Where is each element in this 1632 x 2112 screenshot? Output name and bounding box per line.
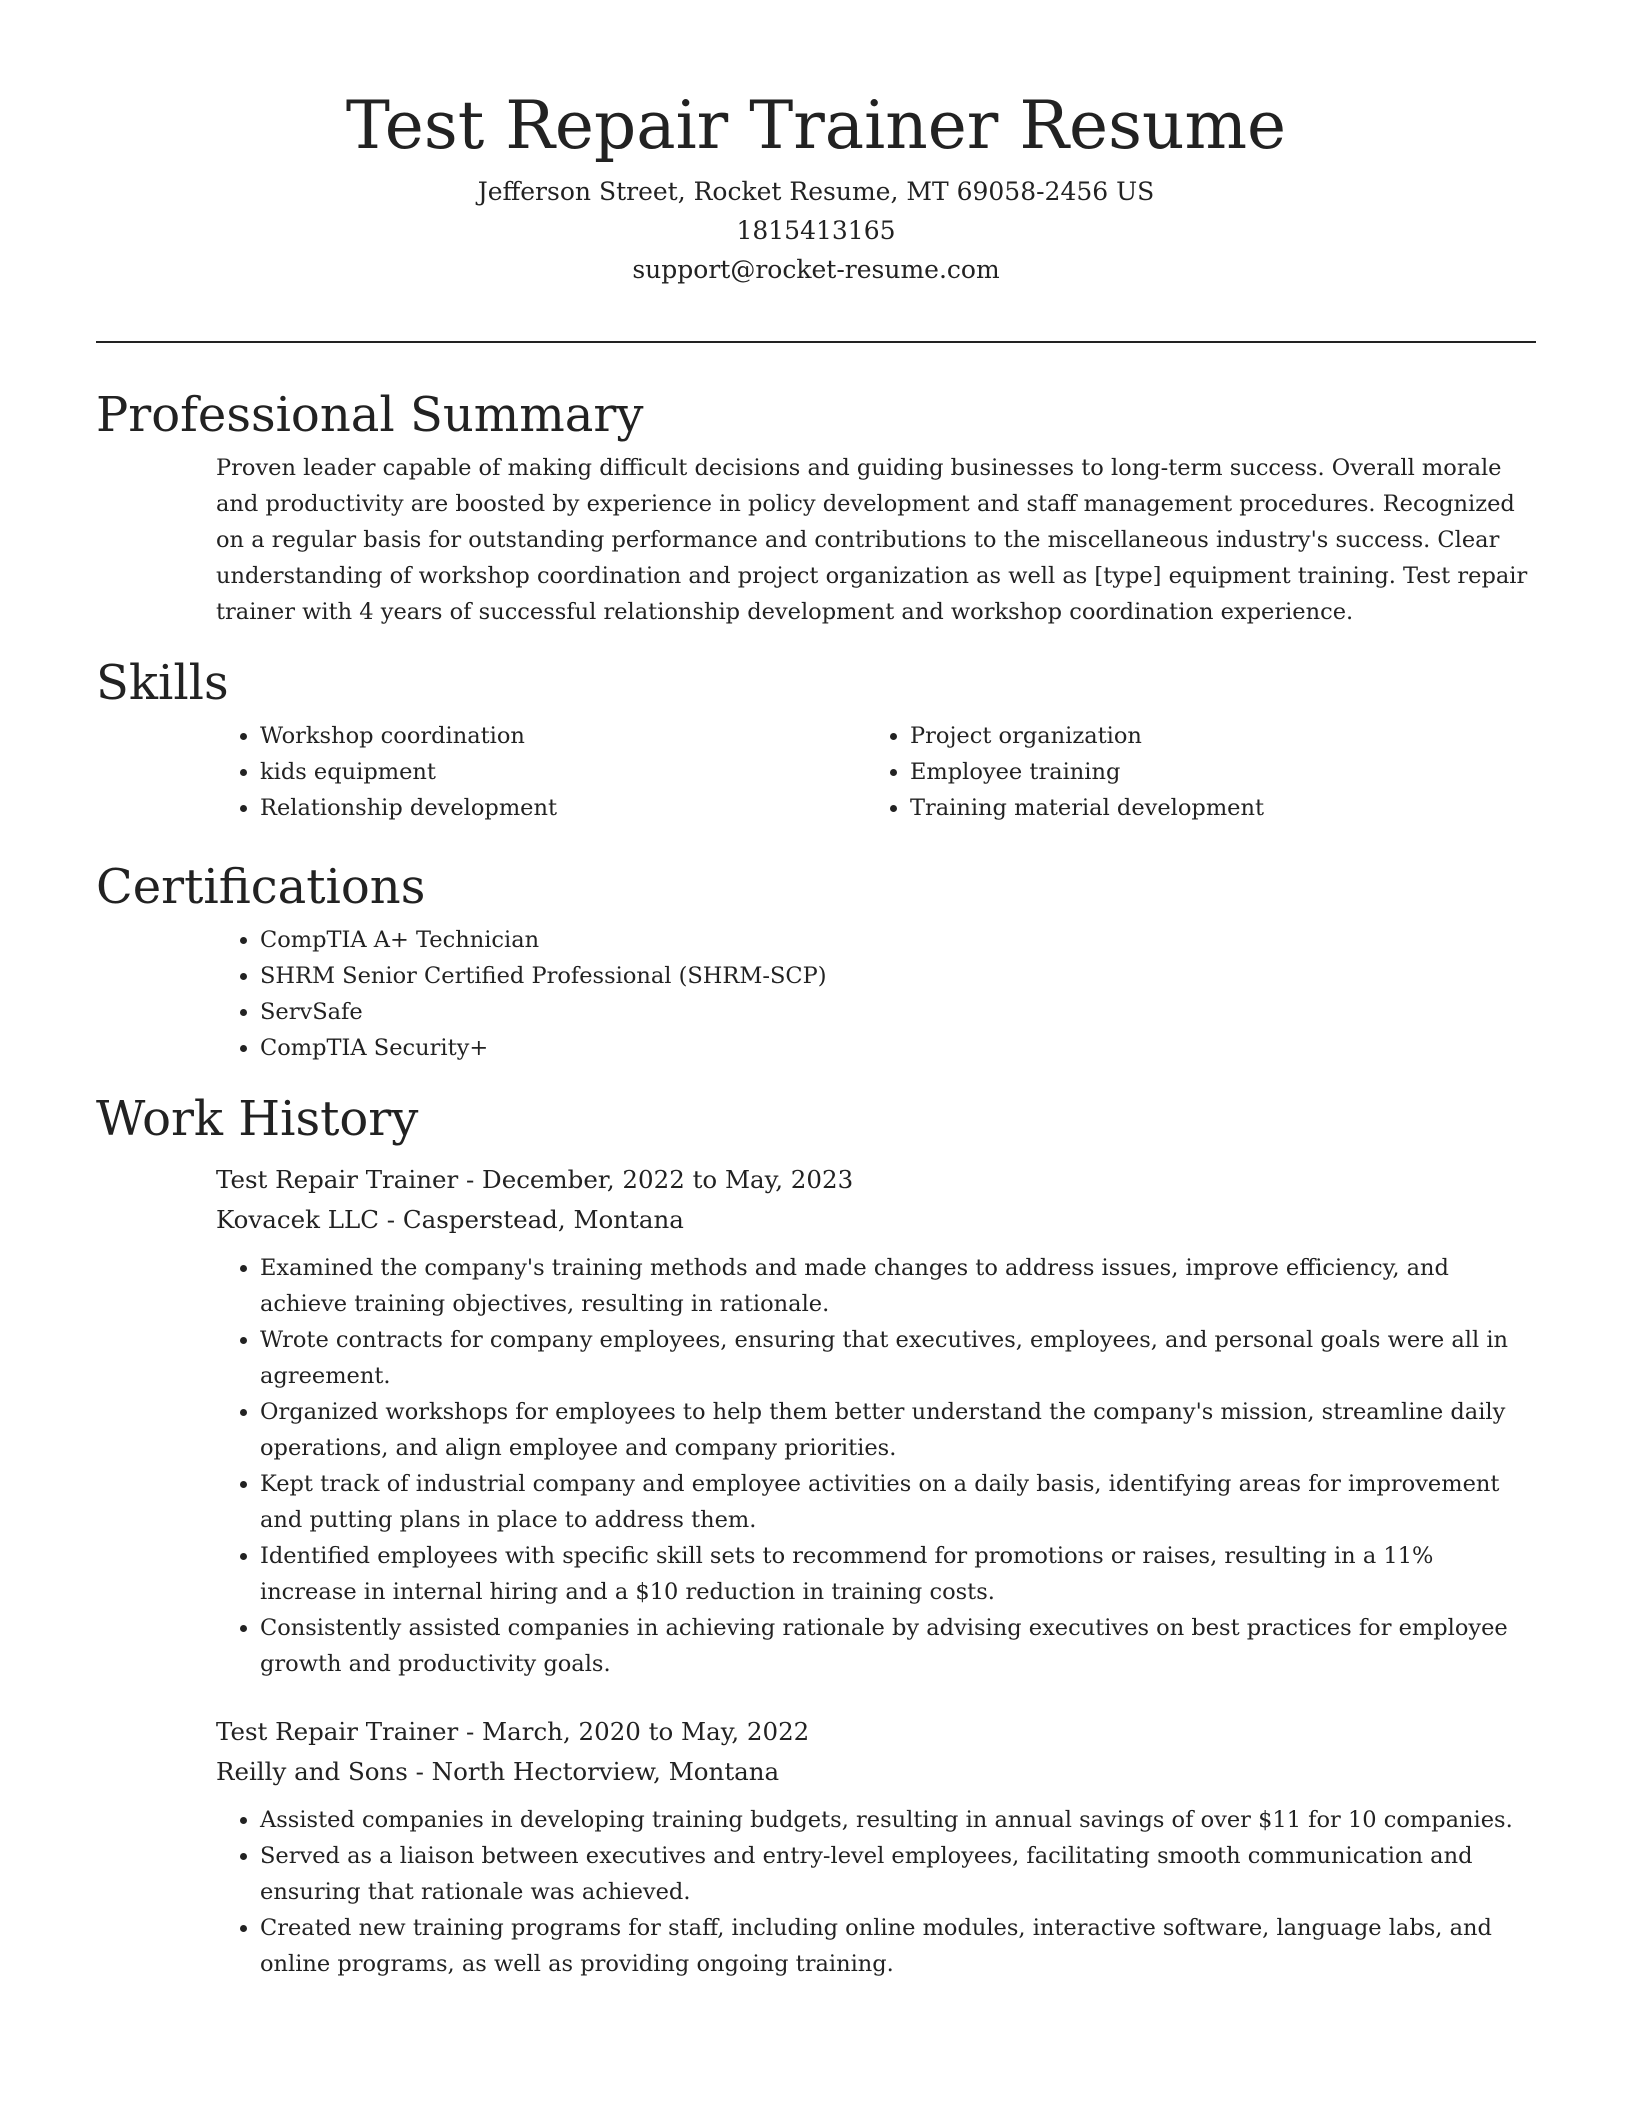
skill-item: • Workshop coordination — [260, 718, 866, 754]
job-title-dates: Test Repair Trainer - March, 2020 to May, 2022 — [216, 1717, 810, 1746]
job-entry — [216, 1712, 1536, 2012]
skill-item: • Employee training — [910, 754, 1516, 790]
job-title-dates: Test Repair Trainer - December, 2022 to May, 2023 — [216, 1165, 854, 1194]
job-employer-location: Kovacek LLC - Casperstead, Montana — [216, 1205, 684, 1234]
contact-address: Jefferson Street, Rocket Resume, MT 69058-2456 US — [477, 177, 1155, 206]
certifications-heading: Certifications — [96, 859, 426, 915]
summary-heading: Professional Summary — [96, 387, 644, 443]
skills-list-right — [866, 718, 1516, 826]
job-employer-location: Reilly and Sons - North Hectorview, Montana — [216, 1757, 780, 1786]
job-duty-item: • Kept track of industrial company and employee activities on a daily basis, identifying areas for improvement and putting plans in place to address them. — [260, 1466, 1536, 1538]
resume-header — [96, 80, 1536, 289]
certification-item: • SHRM Senior Certified Professional (SHRM-SCP) — [260, 958, 1536, 994]
contact-phone: 1815413165 — [736, 216, 896, 245]
job-duty-item: • Wrote contracts for company employees, ensuring that executives, employees, and personal goals were all in agreement. — [260, 1322, 1536, 1394]
job-duty-item: • Organized workshops for employees to help them better understand the company's mission, streamline daily operations, and align employee and company priorities. — [260, 1394, 1536, 1466]
job-duty-item: • Consistently assisted companies in achieving rationale by advising executives on best practices for employee growth and productivity goals. — [260, 1610, 1536, 1682]
job-duty-item: • Created new training programs for staff, including online modules, interactive software, language labs, and online programs, as well as providing ongoing training. — [260, 1910, 1536, 1982]
certifications-list — [216, 922, 1536, 1066]
job-duties-list — [216, 1250, 1536, 1682]
skills-heading: Skills — [96, 655, 229, 711]
skill-item: • Project organization — [910, 718, 1516, 754]
job-entry — [216, 1152, 1536, 1712]
resume-body — [96, 382, 1536, 2012]
summary-section — [96, 382, 1536, 650]
skill-item: • Relationship development — [260, 790, 866, 826]
skill-item: • Training material development — [910, 790, 1516, 826]
skills-section — [96, 650, 1536, 854]
job-duty-item: • Served as a liaison between executives and entry-level employees, facilitating smooth communication and ensuring that rationale was achieved. — [260, 1838, 1536, 1910]
certification-item: • CompTIA A+ Technician — [260, 922, 1536, 958]
skills-grid — [216, 716, 1536, 854]
certification-item: • CompTIA Security+ — [260, 1030, 1536, 1066]
certification-item: • ServSafe — [260, 994, 1536, 1030]
header-divider — [96, 341, 1536, 343]
resume-title: Test Repair Trainer Resume — [345, 87, 1287, 164]
job-duty-item: • Assisted companies in developing training budgets, resulting in annual savings of over $11 for 10 companies. — [260, 1802, 1536, 1838]
job-duties-list — [216, 1802, 1536, 1982]
work-history-heading: Work History — [96, 1091, 419, 1147]
contact-email: support@rocket-resume.com — [632, 255, 1000, 284]
summary-text: Proven leader capable of making difficult decisions and guiding businesses to long-term success. Overall morale and productivity are boosted by experience in policy development and staff management procedures. Recognized on a regular basis for outstanding performance and contributions to the miscellaneous industry's success. Clear understanding of workshop coordination and project organization as well as [type] equipment training. Test repair trainer with 4 years of successful relationship development and workshop coordination experience. — [216, 455, 1528, 625]
work-history-section — [96, 1086, 1536, 2012]
skill-item: • kids equipment — [260, 754, 866, 790]
certifications-section — [96, 854, 1536, 1086]
job-duty-item: • Examined the company's training methods and made changes to address issues, improve efficiency, and achieve training objectives, resulting in rationale. — [260, 1250, 1536, 1322]
job-duty-item: • Identified employees with specific skill sets to recommend for promotions or raises, resulting in a 11% increase in internal hiring and a $10 reduction in training costs. — [260, 1538, 1536, 1610]
skills-list-left — [216, 718, 866, 826]
